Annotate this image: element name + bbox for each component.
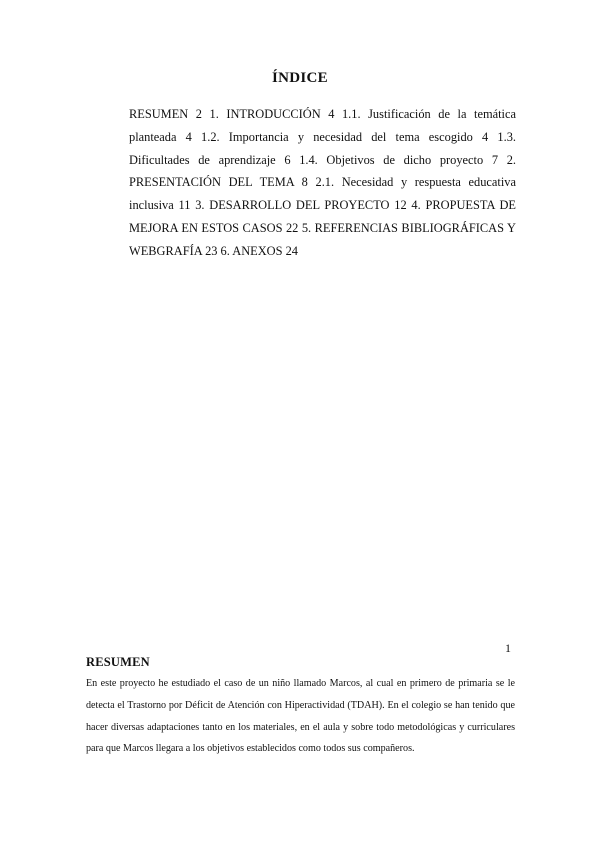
page-number: 1 bbox=[505, 641, 511, 655]
index-title: ÍNDICE bbox=[272, 70, 328, 86]
resumen-heading: RESUMEN bbox=[86, 655, 150, 669]
resumen-paragraph: En este proyecto he estudiado el caso de un niño llamado Marcos, al cual en primero de primaria se le detecta el Trastorno por Déficit de Atención con Hiperactividad (TDAH). En el colegio se han tenido que hacer diversas adaptaciones tanto en los materiales, en el aula y sobre todo metodológicas y curriculares para que Marcos llegara a los objetivos establecidos como todos sus compañeros. bbox=[86, 678, 515, 755]
index-entries: RESUMEN 2 1. INTRODUCCIÓN 4 1.1. Justificación de la temática planteada 4 1.2. Importancia y necesidad del tema escogido 4 1.3. Dificultades de aprendizaje 6 1.4. Objetivos de dicho proyecto 7 2. PRESENTACIÓN DEL TEMA 8 2.1. Necesidad y respuesta educativa inclusiva 11 3. DESARROLLO DEL PROYECTO 12 4. PROPUESTA DE MEJORA EN ESTOS CASOS 22 5. REFERENCIAS BIBLIOGRÁFICAS Y WEBGRAFÍA 23 6. ANEXOS 24 bbox=[129, 107, 516, 258]
